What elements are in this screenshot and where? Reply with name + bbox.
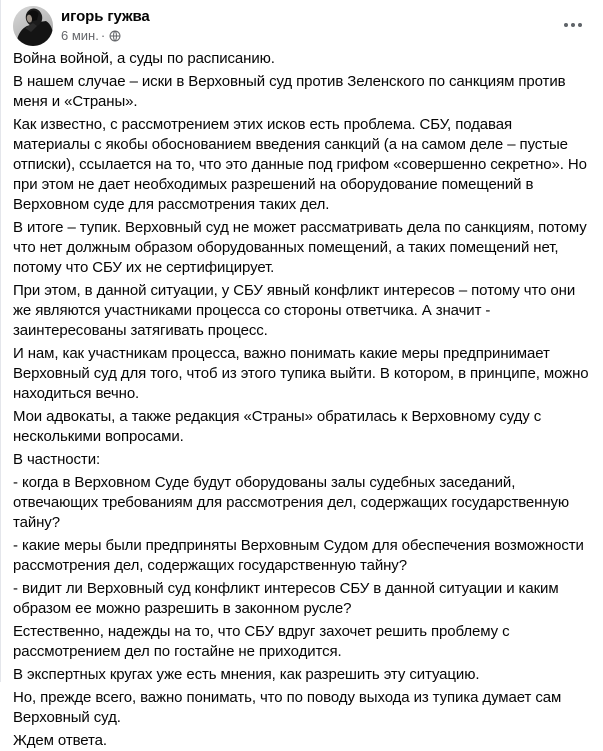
post-paragraph: Ждем ответа. [13,732,107,749]
timestamp[interactable]: 6 мин. [61,28,99,43]
header-meta [61,6,150,44]
author-name[interactable]: игорь гужва [61,8,150,25]
post-paragraph: Как известно, с рассмотрением этих исков есть проблема. СБУ, подавая материалы с якобы обоснованием введения санкций (а на самом деле – пустые отписки), ссылается на то, что это данные под грифом «совершенно секретно». Но при этом не дает необходимых разрешений на оборудование помещений в Верховном суде для рассмотрения таких дел. [13,116,591,213]
post-paragraph: Мои адвокаты, а также редакция «Страны» обратилась к Верховному суду с несколькими вопросами. [13,408,546,445]
post-text [13,49,591,751]
profile-photo [13,6,53,46]
post-meta-line [61,27,150,44]
post-paragraph: И нам, как участникам процесса, важно понимать какие меры предпринимает Верховный суд для того, чтоб из этого тупика выйти. В котором, в принципе, можно находиться вечно. [13,345,593,402]
post-paragraph: При этом, в данной ситуации, у СБУ явный конфликт интересов – потому что они же являются участниками процесса со стороны ответчика. А значит - заинтересованы затягивать процесс. [13,282,580,339]
post-paragraph: В итоге – тупик. Верховный суд не может рассматривать дела по санкциям, потому что нет должным образом оборудованных помещений, а таких помещений нет, потому что СБУ их не сертифицирует. [13,219,591,276]
avatar[interactable] [13,6,53,46]
dot-separator: · [100,28,106,43]
globe-icon [109,30,121,42]
post-paragraph: - какие меры были предприняты Верховным Судом для обеспечения возможности рассмотрения дел, содержащих государственную тайну? [13,537,588,574]
post-paragraph: В экспертных кругах уже есть мнения, как разрешить эту ситуацию. [13,666,480,683]
post-paragraph: Но, прежде всего, важно понимать, что по поводу выхода из тупика думает сам Верховный суд. [13,689,566,726]
post-header [13,6,591,46]
more-options-button[interactable] [557,13,589,37]
post-paragraph: - видит ли Верховный суд конфликт интересов СБУ в данной ситуации и каким образом ее можно разрешить в законном русле? [13,580,563,617]
ellipsis-icon [564,23,568,27]
post-paragraph: - когда в Верховном Суде будут оборудованы залы судебных заседаний, отвечающих требованиям для рассмотрения дел, содержащих государственную тайну? [13,474,574,531]
post-paragraph: Естественно, надежды на то, что СБУ вдруг захочет решить проблему с рассмотрением дел по гостайне не приходится. [13,623,514,660]
post-paragraph: В частности: [13,451,101,468]
post-paragraph: В нашем случае – иски в Верховный суд против Зеленского по санкциям против меня и «Страны». [13,73,570,110]
post-paragraph: Война войной, а суды по расписанию. [13,50,275,67]
